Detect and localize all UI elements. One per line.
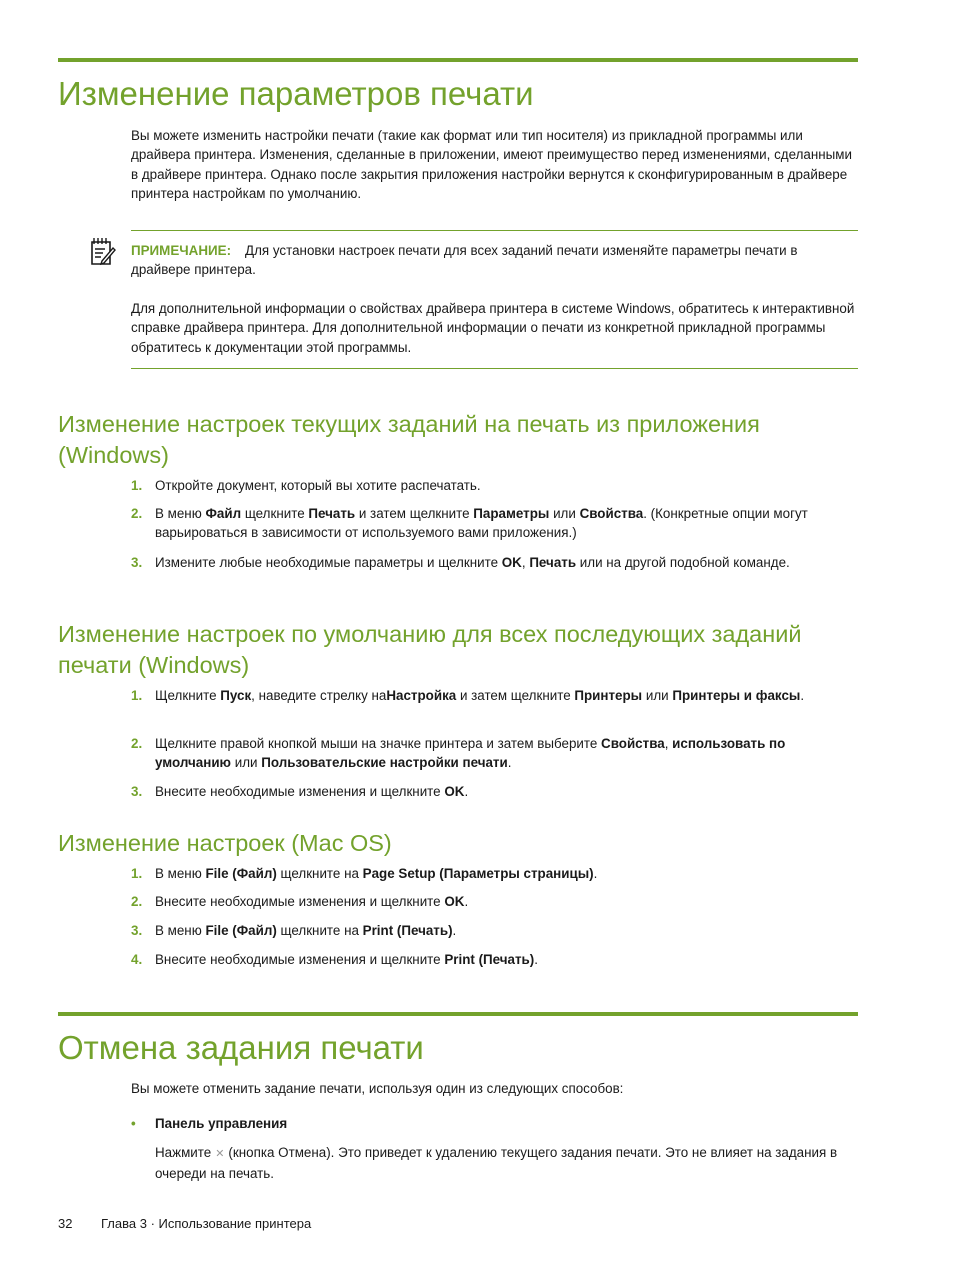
step-text-part: или [642, 688, 673, 703]
step-text-part: . [800, 688, 805, 703]
step-text [155, 892, 858, 911]
step-text-part: щелкните на [276, 923, 363, 938]
note-text: Для установки настроек печати для всех заданий печати изменяйте параметры печати в драйвере принтера. [131, 243, 798, 278]
ui-term: Пуск [220, 688, 252, 703]
step-number: 1. [131, 688, 143, 703]
step-number: 1. [131, 866, 143, 881]
step-text-part: , [521, 555, 530, 570]
ui-term: Свойства [601, 736, 665, 751]
step-text-part: В меню [155, 506, 206, 521]
section-intro: Вы можете изменить настройки печати (такие как формат или тип носителя) из прикладной программы или драйвера принтера. Изменения, сделанные в приложении, имеют преимущество перед изменениями, сделанными в драйвере принтера. Однако после закрытия приложения настройки вернутся к сконфигурированным в драйвере принтера настройкам по умолчанию. [131, 128, 852, 201]
ui-term: Печать [529, 555, 577, 570]
step-text-part: , [664, 736, 673, 751]
step-text-part: Щелкните [155, 688, 221, 703]
ui-term: File (Файл) [205, 923, 277, 938]
step-number: 4. [131, 952, 143, 967]
step-text-part: . [507, 755, 512, 771]
ui-term: Print (Печать) [444, 952, 535, 967]
cancel-text-after: (кнопка Отмена). Это приведет к удалению текущего задания печати. Это не влияет на задания в очереди на печать. [155, 1145, 838, 1182]
step-text [155, 864, 858, 883]
step-number: 2. [131, 736, 143, 751]
step-text [155, 782, 858, 801]
section-rule-top [58, 58, 858, 62]
step-text-part: и затем щелкните [456, 688, 575, 703]
note-rule-bottom [131, 368, 858, 369]
step-text [155, 553, 858, 572]
cancel-instructions [155, 1143, 858, 1184]
step-number: 1. [131, 478, 143, 493]
section-rule-cancel [58, 1012, 858, 1016]
step-text-part: . [534, 952, 538, 967]
page-title: Изменение параметров печати [58, 75, 534, 112]
step-text [155, 921, 858, 940]
step-text [155, 950, 858, 969]
ui-term: использовать по умолчанию [155, 736, 786, 771]
bullet-marker: • [131, 1116, 136, 1131]
step-text-part: и затем щелкните [355, 506, 474, 521]
note-paragraph [131, 241, 858, 280]
chapter-label: Глава 3 · Использование принтера [101, 1216, 312, 1231]
subsection-title-defaults-windows: Изменение настроек по умолчанию для всех последующих заданий печати (Windows) [58, 621, 802, 678]
step-text-part: щелкните [241, 506, 309, 521]
ui-term: Print (Печать) [362, 923, 453, 938]
ui-term: OK [501, 555, 522, 570]
step-text-part: Откройте документ, который вы хотите распечатать. [155, 478, 481, 493]
bullet-title: Панель управления [155, 1116, 288, 1131]
section-title-cancel: Отмена задания печати [58, 1029, 424, 1066]
step-text-part: или [231, 755, 262, 771]
subsection-title-macos: Изменение настроек (Mac OS) [58, 830, 392, 856]
cancel-icon: ✕ [215, 1148, 225, 1160]
step-text-part: , наведите стрелку на [251, 688, 387, 703]
cancel-text-before: Нажмите [155, 1145, 212, 1160]
step-number: 3. [131, 784, 143, 799]
ui-term: Свойства [579, 506, 644, 521]
step-number: 3. [131, 923, 143, 938]
step-number: 3. [131, 555, 143, 570]
step-text-part: Щелкните правой кнопкой мыши на значке принтера и затем выберите [155, 736, 602, 751]
step-text-part: Измените любые необходимые параметры и щелкните [155, 555, 502, 570]
step-text-part: или на другой подобной команде. [576, 555, 790, 570]
step-text [155, 504, 858, 543]
cancel-intro: Вы можете отменить задание печати, используя один из следующих способов: [131, 1081, 624, 1096]
page-number: 32 [58, 1216, 73, 1231]
note-extra-paragraph: Для дополнительной информации о свойствах драйвера принтера в системе Windows, обратитесь к интерактивной справке драйвера принтера. Для дополнительной информации о печати из конкретной прикладной программы обратитесь к документации этой программы. [131, 301, 855, 355]
step-text-part: . [464, 894, 469, 909]
step-text-part: В меню [155, 866, 206, 881]
step-text-part: . [452, 923, 457, 938]
step-text-part: В меню [155, 923, 206, 938]
step-text [155, 734, 858, 773]
ui-term: OK [444, 894, 465, 909]
ui-term: File (Файл) [205, 866, 277, 881]
step-number: 2. [131, 506, 143, 521]
ui-term: OK [444, 784, 465, 799]
ui-term: Файл [205, 506, 242, 521]
step-text-part: Внесите необходимые изменения и щелкните [155, 894, 445, 909]
step-text-part: . [593, 866, 598, 881]
step-number: 2. [131, 894, 143, 909]
ui-term: Page Setup (Параметры страницы) [362, 866, 594, 881]
step-text-part: Внесите необходимые изменения и щелкните [155, 952, 445, 967]
ui-term: Параметры [473, 506, 550, 521]
subsection-title-app-windows: Изменение настроек текущих заданий на печать из приложения (Windows) [58, 411, 760, 468]
step-text [155, 476, 858, 495]
step-text-part: . [464, 784, 469, 799]
note-label: ПРИМЕЧАНИЕ: [131, 243, 232, 258]
step-text-part: или [549, 506, 580, 521]
ui-term: Печать [308, 506, 356, 521]
step-text-part: . (Конкретные опции могут варьироваться в зависимости от используемого вами приложения.) [155, 506, 808, 541]
note-icon [90, 236, 116, 266]
ui-term: Принтеры и факсы [672, 688, 801, 703]
ui-term: Настройка [386, 688, 457, 703]
step-text-part: щелкните на [276, 866, 363, 881]
ui-term: Принтеры [574, 688, 643, 703]
step-text-part: Внесите необходимые изменения и щелкните [155, 784, 445, 799]
step-text [155, 686, 858, 705]
ui-term: Пользовательские настройки печати [261, 755, 508, 771]
note-rule-top [131, 230, 858, 231]
